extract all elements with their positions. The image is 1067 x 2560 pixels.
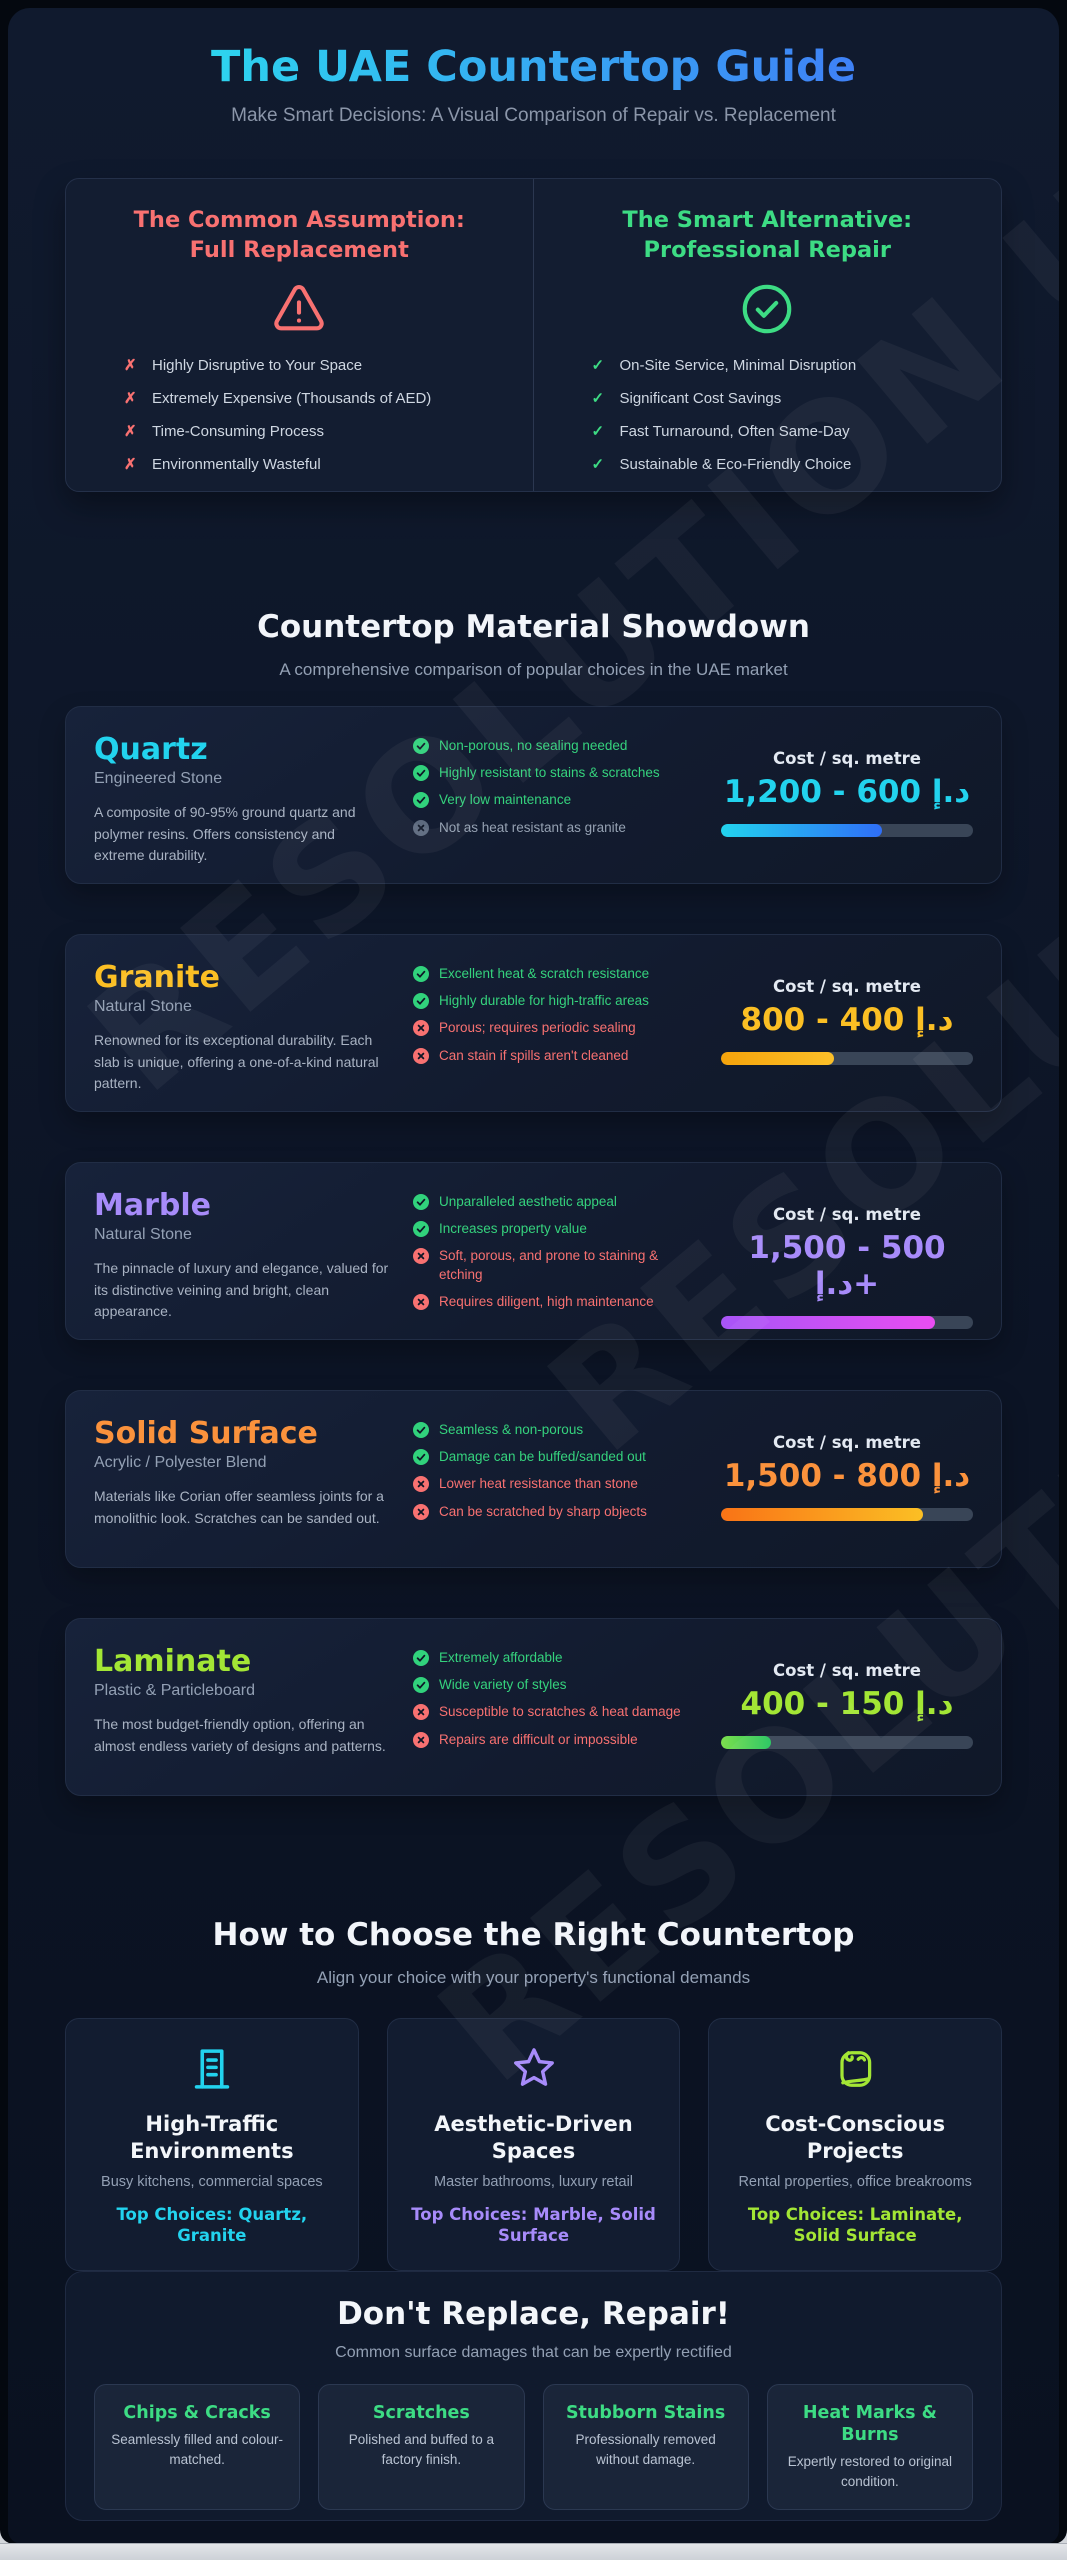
material-cost-block [721,1417,973,1541]
use-case-title: Cost-Conscious Projects [765,2112,946,2163]
material-point: Highly resistant to stains & scratches [413,764,697,782]
material-card [65,706,1002,884]
page-subtitle: Make Smart Decisions: A Visual Comparison of Repair vs. Replacement [231,105,836,126]
use-case-card [387,2018,681,2271]
x-mark-icon: ✗ [124,423,137,440]
material-description: A composite of 90-95% ground quartz and polymer resins. Offers consistency and extreme durability. [94,804,356,864]
damage-description: Expertly restored to original condition. [787,2454,953,2489]
material-description: The most budget-friendly option, offering an almost endless variety of designs and patterns. [94,1716,386,1754]
material-name: Granite [94,960,220,995]
cost-bar-track [721,1052,973,1065]
use-case-card [65,2018,359,2271]
cost-label: Cost / sq. metre [773,977,921,996]
use-case-title: High-Traffic Environments [130,2112,294,2163]
damage-description: Professionally removed without damage. [575,2432,716,2467]
check-circle-icon [564,280,972,338]
neutral-x-icon [413,820,429,836]
use-case-card [708,2018,1002,2271]
material-card [65,1162,1002,1340]
material-point: Excellent heat & scratch resistance [413,965,697,983]
replacement-drawback-item: ✗ Time-Consuming Process [124,423,324,440]
material-cost-block [721,1645,973,1769]
page-title: The UAE Countertop Guide [65,8,1002,92]
material-points-list [413,961,697,1095]
use-case-top-choices: Top Choices: Marble, Solid Surface [411,2205,656,2245]
replacement-drawback-item: ✗ Highly Disruptive to Your Space [124,357,363,374]
material-info [94,1417,389,1541]
cost-bar-fill [721,1052,834,1065]
damage-title: Stubborn Stains [565,2403,726,2423]
material-cost-block [721,961,973,1095]
pro-check-icon [413,1449,429,1465]
cost-bar-track [721,1316,973,1329]
repair-panel-title: Don't Replace, Repair! [337,2296,730,2332]
material-point: Soft, porous, and prone to staining & etching [413,1247,697,1283]
star-icon [408,2043,660,2095]
cost-label: Cost / sq. metre [773,1661,921,1680]
damage-description: Polished and buffed to a factory finish. [348,2432,495,2467]
material-description: Renowned for its exceptional durability. Each slab is unique, offering a one-of-a-kind natural pattern. [94,1032,379,1092]
material-points-list [413,733,697,867]
pro-check-icon [413,792,429,808]
cost-bar-track [721,1508,973,1521]
showdown-section-title: Countertop Material Showdown [257,609,810,645]
cost-bar-fill [721,1316,935,1329]
pro-check-icon [413,1194,429,1210]
material-type: Engineered Stone [94,770,223,787]
damage-title: Scratches [372,2403,470,2423]
check-mark-icon: ✓ [591,357,605,374]
cost-label: Cost / sq. metre [773,749,921,768]
building-icon [86,2043,338,2095]
damage-card [94,2384,300,2510]
pro-check-icon [413,1677,429,1693]
cost-label: Cost / sq. metre [773,1433,921,1452]
damage-title: Heat Marks & Burns [802,2403,937,2445]
cost-bar-track [721,824,973,837]
pro-check-icon [413,1422,429,1438]
x-mark-icon: ✗ [124,390,137,407]
material-point: Not as heat resistant as granite [413,819,697,837]
cost-value: 800 - 400 د.إ [740,1002,954,1038]
use-case-subtitle: Busy kitchens, commercial spaces [101,2174,323,2190]
material-info [94,1645,389,1769]
material-info [94,961,389,1095]
material-point: Porous; requires periodic sealing [413,1019,697,1037]
material-point: Unparalleled aesthetic appeal [413,1193,697,1211]
repair-column [534,179,1002,491]
material-cost-block [721,733,973,867]
damage-card [318,2384,524,2510]
cost-bar-fill [721,824,882,837]
material-description: The pinnacle of luxury and elegance, valued for its distinctive veining and bright, clean appearance. [94,1260,389,1320]
material-points-list [413,1417,697,1541]
repair-title: The Smart Alternative: Professional Repair [622,207,913,263]
repair-benefits-list [564,356,972,473]
material-points-list [413,1645,697,1769]
x-mark-icon: ✗ [124,456,137,473]
material-info [94,733,389,867]
pro-check-icon [413,966,429,982]
con-x-icon [413,1704,429,1720]
damage-title: Chips & Cracks [123,2403,271,2423]
material-description: Materials like Corian offer seamless joints for a monolithic look. Scratches can be sanded out. [94,1488,384,1526]
pro-check-icon [413,993,429,1009]
damage-card [767,2384,973,2510]
cost-value: 400 - 150 د.إ [740,1686,954,1722]
material-card [65,934,1002,1112]
material-point: Requires diligent, high maintenance [413,1293,697,1311]
con-x-icon [413,1248,429,1264]
infographic-page [8,8,1059,2544]
material-name: Solid Surface [94,1416,318,1451]
repairable-damages-panel [65,2271,1002,2521]
material-card [65,1618,1002,1796]
cost-bar-fill [721,1736,771,1749]
material-point: Extremely affordable [413,1649,697,1667]
cost-bar-track [721,1736,973,1749]
cost-value: 1,500 - 800 د.إ [723,1458,971,1494]
material-point: Repairs are difficult or impossible [413,1731,697,1749]
use-case-title: Aesthetic-Driven Spaces [434,2112,633,2163]
material-points-list [413,1189,697,1329]
con-x-icon [413,1476,429,1492]
con-x-icon [413,1732,429,1748]
material-point: Lower heat resistance than stone [413,1475,697,1493]
material-name: Quartz [94,732,208,767]
use-case-subtitle: Master bathrooms, luxury retail [433,2174,634,2190]
material-point: Very low maintenance [413,791,697,809]
damage-card [543,2384,749,2510]
check-mark-icon: ✓ [591,423,605,440]
cost-value: 1,200 - 600 د.إ [723,774,971,810]
con-x-icon [413,1048,429,1064]
check-mark-icon: ✓ [591,456,605,473]
con-x-icon [413,1504,429,1520]
cost-label: Cost / sq. metre [773,1205,921,1224]
repair-benefit-item: ✓ Significant Cost Savings [591,390,782,407]
material-point: Can be scratched by sharp objects [413,1503,697,1521]
replacement-drawbacks-list [96,356,503,473]
material-type: Plastic & Particleboard [94,1682,255,1699]
repair-panel-subtitle: Common surface damages that can be expertly rectified [335,2344,732,2361]
material-name: Laminate [94,1644,252,1679]
damage-cards-row [94,2384,973,2510]
con-x-icon [413,1020,429,1036]
material-point: Damage can be buffed/sanded out [413,1448,697,1466]
replacement-drawback-item: ✗ Environmentally Wasteful [124,456,321,473]
material-point: Highly durable for high-traffic areas [413,992,697,1010]
cost-value: 1,500 - 500 د.إ+ [748,1230,946,1302]
material-type: Natural Stone [94,998,192,1015]
material-point: Seamless & non-porous [413,1421,697,1439]
pro-check-icon [413,1221,429,1237]
use-case-top-choices: Top Choices: Laminate, Solid Surface [747,2205,963,2245]
damage-description: Seamlessly filled and colour-matched. [111,2432,284,2467]
material-point: Can stain if spills aren't cleaned [413,1047,697,1065]
material-point: Susceptible to scratches & heat damage [413,1703,697,1721]
cost-bar-fill [721,1508,923,1521]
material-point: Wide variety of styles [413,1676,697,1694]
pro-check-icon [413,738,429,754]
use-case-top-choices: Top Choices: Quartz, Granite [116,2205,308,2245]
pro-check-icon [413,1650,429,1666]
warning-triangle-icon [96,280,503,338]
repair-benefit-item: ✓ Sustainable & Eco-Friendly Choice [591,456,852,473]
use-case-subtitle: Rental properties, office breakrooms [738,2174,972,2190]
material-point: Non-porous, no sealing needed [413,737,697,755]
material-type: Acrylic / Polyester Blend [94,1454,267,1471]
replacement-title: The Common Assumption: Full Replacement [133,207,465,263]
repair-benefit-item: ✓ Fast Turnaround, Often Same-Day [591,423,850,440]
check-mark-icon: ✓ [591,390,605,407]
con-x-icon [413,1294,429,1310]
material-point: Increases property value [413,1220,697,1238]
page-bottom-edge [0,2543,1067,2560]
material-info [94,1189,389,1329]
pro-check-icon [413,765,429,781]
replacement-drawback-item: ✗ Extremely Expensive (Thousands of AED) [124,390,432,407]
replacement-column [66,179,534,491]
choose-section-subtitle: Align your choice with your property's functional demands [316,1968,751,1987]
repair-benefit-item: ✓ On-Site Service, Minimal Disruption [591,357,857,374]
material-card [65,1390,1002,1568]
material-type: Natural Stone [94,1226,192,1243]
showdown-section-subtitle: A comprehensive comparison of popular choices in the UAE market [279,660,788,679]
use-case-cards-row [65,2018,1002,2271]
piggy-bank-icon [729,2043,981,2095]
material-cards-list [65,706,1002,1796]
material-cost-block [721,1189,973,1329]
x-mark-icon: ✗ [124,357,137,374]
material-name: Marble [94,1188,211,1223]
repair-vs-replacement-panel [65,178,1002,492]
choose-section-title: How to Choose the Right Countertop [212,1917,855,1953]
